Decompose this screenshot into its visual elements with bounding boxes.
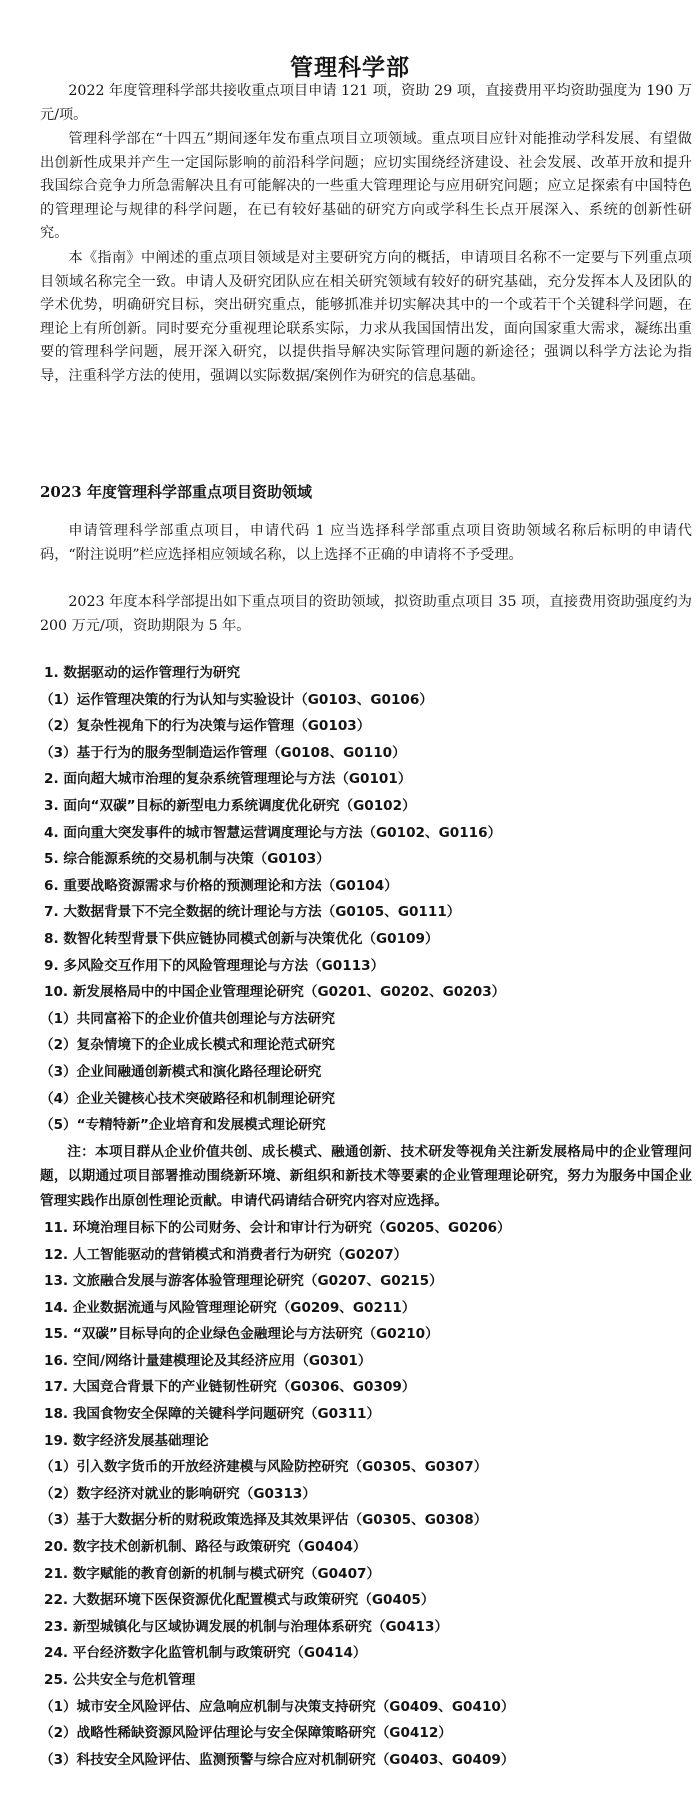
funding-area-item: 16. 空间/网络计量建模理论及其经济应用（G0301） [44, 1352, 372, 1369]
section-title: 2023 年度管理科学部重点项目资助领域 [40, 483, 312, 501]
funding-area-item: 22. 大数据环境下医保资源优化配置模式与政策研究（G0405） [44, 1592, 435, 1609]
funding-area-item: 8. 数智化转型背景下供应链协同模式创新与决策优化（G0109） [44, 930, 439, 947]
funding-area-item: 3. 面向“双碳”目标的新型电力系统调度优化研究（G0102） [44, 797, 416, 814]
funding-area-item: 14. 企业数据流通与风险管理理论研究（G0209、G0211） [44, 1299, 416, 1316]
intro-paragraph-2: 管理科学部在“十四五”期间逐年发布重点项目立项领域。重点项目应针对能推动学科发展、有望做出创新性成果并产生一定国际影响的前沿科学问题；应切实围绕经济建设、社会发展、改革开放和提升我国综合竞争力所急需解决且有可能解决的一些重大管理理论与应用研究问题；应立足探索有中国特色的管理理论与规律的科学问题，在已有较好基础的研究方向或学科生长点开展深入、系统的创新性研究。 [40, 131, 692, 242]
funding-area-subitem: （2）复杂情境下的企业成长模式和理论范式研究 [40, 1037, 335, 1054]
funding-area-subitem: （2）复杂性视角下的行为决策与运作管理（G0103） [40, 718, 371, 735]
funding-area-item: 9. 多风险交互作用下的风险管理理论与方法（G0113） [44, 957, 385, 974]
funding-area-subitem: （3）基于行为的服务型制造运作管理（G0108、G0110） [40, 744, 406, 761]
funding-area-subitem: （3）企业间融通创新模式和演化路径理论研究 [40, 1063, 322, 1080]
funding-area-item: 18. 我国食物安全保障的关键科学问题研究（G0311） [44, 1406, 381, 1423]
funding-area-subitem: （1）运作管理决策的行为认知与实验设计（G0103、G0106） [40, 691, 433, 708]
funding-area-item: 13. 文旅融合发展与游客体验管理理论研究（G0207、G0215） [44, 1273, 443, 1290]
page-title: 管理科学部 [290, 55, 410, 82]
funding-area-item: 19. 数字经济发展基础理论 [44, 1432, 209, 1449]
funding-area-item: 25. 公共安全与危机管理 [44, 1672, 196, 1688]
funding-area-item: 1. 数据驱动的运作管理行为研究 [44, 665, 241, 681]
funding-area-subitem: （3）科技安全风险评估、监测预警与综合应对机制研究（G0403、G0409） [40, 1751, 515, 1768]
funding-area-subitem: （4）企业关键核心技术突破路径和机制理论研究 [40, 1090, 335, 1107]
funding-area-item: 23. 新型城镇化与区域协调发展的机制与治理体系研究（G0413） [44, 1618, 449, 1635]
funding-area-item: 15. “双碳”目标导向的企业绿色金融理论与方法研究（G0210） [44, 1326, 439, 1343]
funding-area-subitem: （3）基于大数据分析的财税政策选择及其效果评估（G0305、G0308） [40, 1512, 488, 1529]
funding-area-item: 5. 综合能源系统的交易机制与决策（G0103） [44, 851, 330, 868]
funding-area-item: 20. 数字技术创新机制、路径与政策研究（G0404） [44, 1539, 367, 1556]
funding-area-subitem: （1）城市安全风险评估、应急响应机制与决策支持研究（G0409、G0410） [40, 1698, 515, 1715]
funding-area-item: 17. 大国竞合背景下的产业链韧性研究（G0306、G0309） [44, 1379, 416, 1396]
section-paragraph-1: 申请管理科学部重点项目，申请代码 1 应当选择科学部重点项目资助领域名称后标明的申请代码，“附注说明”栏应选择相应领域名称，以上选择不正确的申请将不予受理。 [40, 523, 692, 563]
intro-paragraph-3: 本《指南》中阐述的重点项目领域是对主要研究方向的概括，申请项目名称不一定要与下列重点项目领域名称完全一致。申请人及研究团队应在相关研究领域有较好的研究基础，充分发挥本人及团队的学术优势，明确研究目标，突出研究重点，能够抓准并切实解决其中的一个或若干个关键科学问题，在理论上有所创新。同时要充分重视理论联系实际，力求从我国国情出发，面向国家重大需求，凝练出重要的管理科学问题，展开深入研究，以提供指导解决实际管理问题的新途径；强调以科学方法论为指导，注重科学方法的使用，强调以实际数据/案例作为研究的信息基础。 [40, 250, 692, 384]
funding-area-subitem: （5）“专精特新”企业培育和发展模式理论研究 [40, 1117, 326, 1134]
funding-area-subitem: （1）引入数字货币的开放经济建模与风险防控研究（G0305、G0307） [40, 1459, 488, 1476]
funding-area-list [40, 660, 692, 1773]
funding-area-item: 21. 数字赋能的教育创新的机制与模式研究（G0407） [44, 1565, 381, 1582]
funding-area-subitem: （2）数字经济对就业的影响研究（G0313） [40, 1485, 316, 1502]
funding-area-subitem: （2）战略性稀缺资源风险评估理论与安全保障策略研究（G0412） [40, 1725, 452, 1742]
funding-area-item: 7. 大数据背景下不完全数据的统计理论与方法（G0105、G0111） [44, 904, 461, 921]
funding-area-item: 12. 人工智能驱动的营销模式和消费者行为研究（G0207） [44, 1246, 408, 1263]
funding-area-item: 4. 面向重大突发事件的城市智慧运营调度理论与方法（G0102、G0116） [44, 824, 502, 841]
funding-area-item: 24. 平台经济数字化监管机制与政策研究（G0414） [44, 1645, 367, 1662]
funding-area-item: 11. 环境治理目标下的公司财务、会计和审计行为研究（G0205、G0206） [44, 1219, 511, 1236]
section-paragraph-2: 2023 年度本科学部提出如下重点项目的资助领域，拟资助重点项目 35 项，直接费用资助强度约为 200 万元/项，资助期限为 5 年。 [40, 594, 692, 634]
funding-area-subitem: （1）共同富裕下的企业价值共创理论与方法研究 [40, 1010, 335, 1027]
funding-area-item: 6. 重要战略资源需求与价格的预测理论和方法（G0104） [44, 877, 398, 894]
funding-area-item: 2. 面向超大城市治理的复杂系统管理理论与方法（G0101） [44, 771, 412, 788]
funding-area-item: 10. 新发展格局中的中国企业管理理论研究（G0201、G0202、G0203） [44, 984, 506, 1001]
intro-paragraph-1: 2022 年度管理科学部共接收重点项目申请 121 项，资助 29 项，直接费用平均资助强度为 190 万元/项。 [40, 83, 692, 123]
note-text: 注：本项目群从企业价值共创、成长模式、融通创新、技术研发等视角关注新发展格局中的企业管理问题，以期通过项目部署推动围绕新环境、新组织和新技术等要素的企业管理理论研究，努力为服务中国企业管理实践作出原创性理论贡献。申请代码请结合研究内容对应选择。 [40, 1143, 692, 1209]
